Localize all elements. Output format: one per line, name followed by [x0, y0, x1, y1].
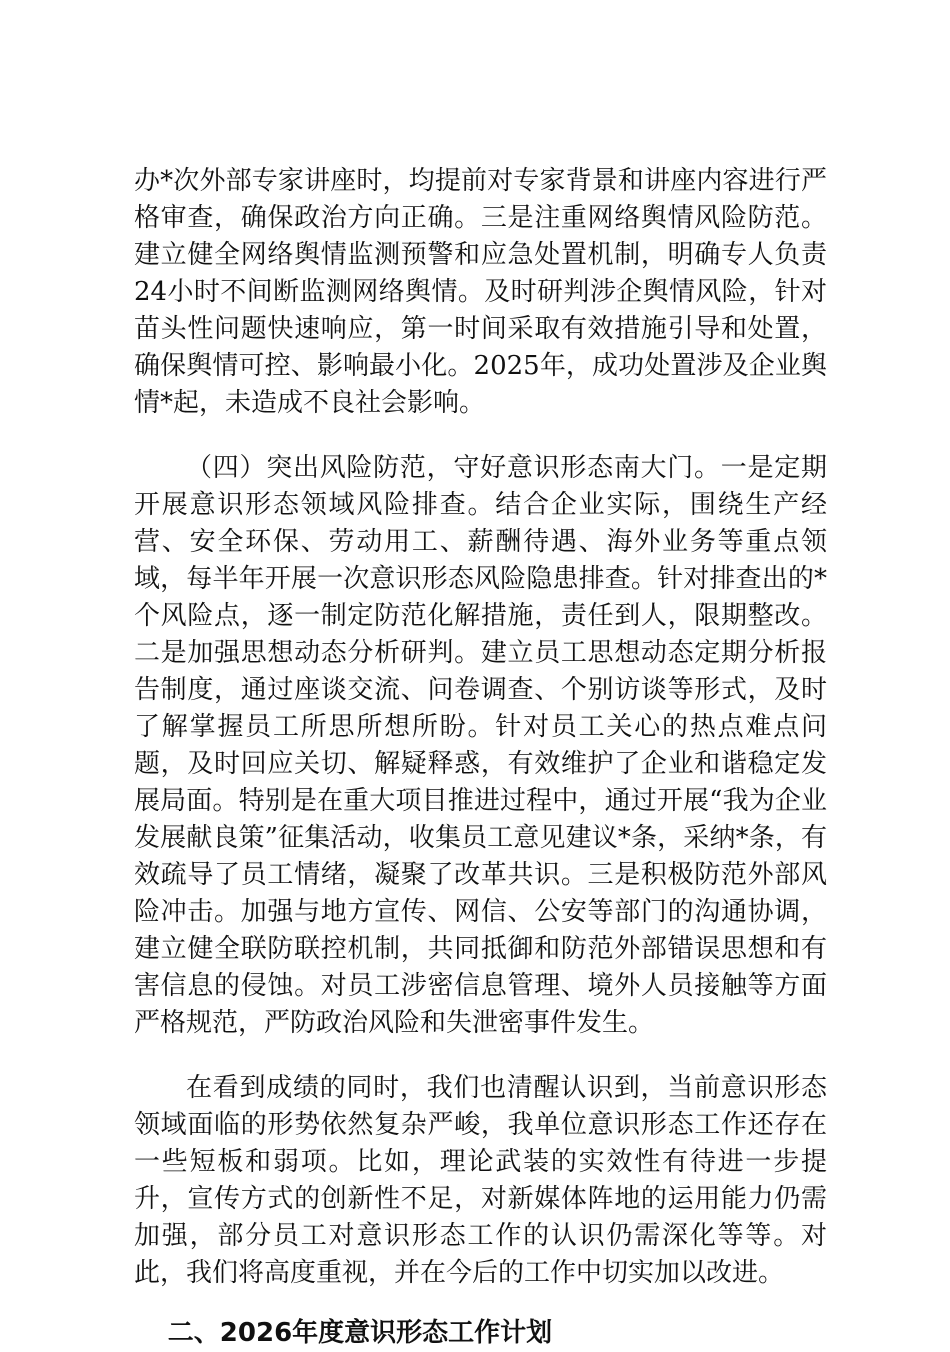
document-body — [134, 163, 827, 1352]
paragraph-shortcomings: 在看到成绩的同时，我们也清醒认识到，当前意识形态领域面临的形势依然复杂严峻，我单位意识形态工作还存在一些短板和弱项。比如，理论武装的实效性有待进一步提升，宣传方式的创新性不足，对新媒体阵地的运用能力仍需加强，部分员工对意识形态工作的认识仍需深化等等。对此，我们将高度重视，并在今后的工作中切实加以改进。 — [134, 1073, 827, 1288]
section-heading: 二、2026年度意识形态工作计划 — [167, 1318, 553, 1348]
paragraph-continuation: 办*次外部专家讲座时，均提前对专家背景和讲座内容进行严格审查，确保政治方向正确。三是注重网络舆情风险防范。建立健全网络舆情监测预警和应急处置机制，明确专人负责24小时不间断监测网络舆情。及时研判涉企舆情风险，针对苗头性问题快速响应，第一时间采取有效措施引导和处置，确保舆情可控、影响最小化。2025年，成功处置涉及企业舆情*起，未造成不良社会影响。 — [134, 166, 827, 418]
paragraph-risk-prevention: （四）突出风险防范，守好意识形态南大门。一是定期开展意识形态领域风险排查。结合企业实际，围绕生产经营、安全环保、劳动用工、薪酬待遇、海外业务等重点领域，每半年开展一次意识形态风险隐患排查。针对排查出的*个风险点，逐一制定防范化解措施，责任到人，限期整改。二是加强思想动态分析研判。建立员工思想动态定期分析报告制度，通过座谈交流、问卷调查、个别访谈等形式，及时了解掌握员工所思所想所盼。针对员工关心的热点难点问题，及时回应关切、解疑释惑，有效维护了企业和谐稳定发展局面。特别是在重大项目推进过程中，通过开展“我为企业发展献良策”征集活动，收集员工意见建议*条，采纳*条，有效疏导了员工情绪，凝聚了改革共识。三是积极防范外部风险冲击。加强与地方宣传、网信、公安等部门的沟通协调，建立健全联防联控机制，共同抵御和防范外部错误思想和有害信息的侵蚀。对员工涉密信息管理、境外人员接触等方面严格规范，严防政治风险和失泄密事件发生。 — [134, 453, 827, 1038]
